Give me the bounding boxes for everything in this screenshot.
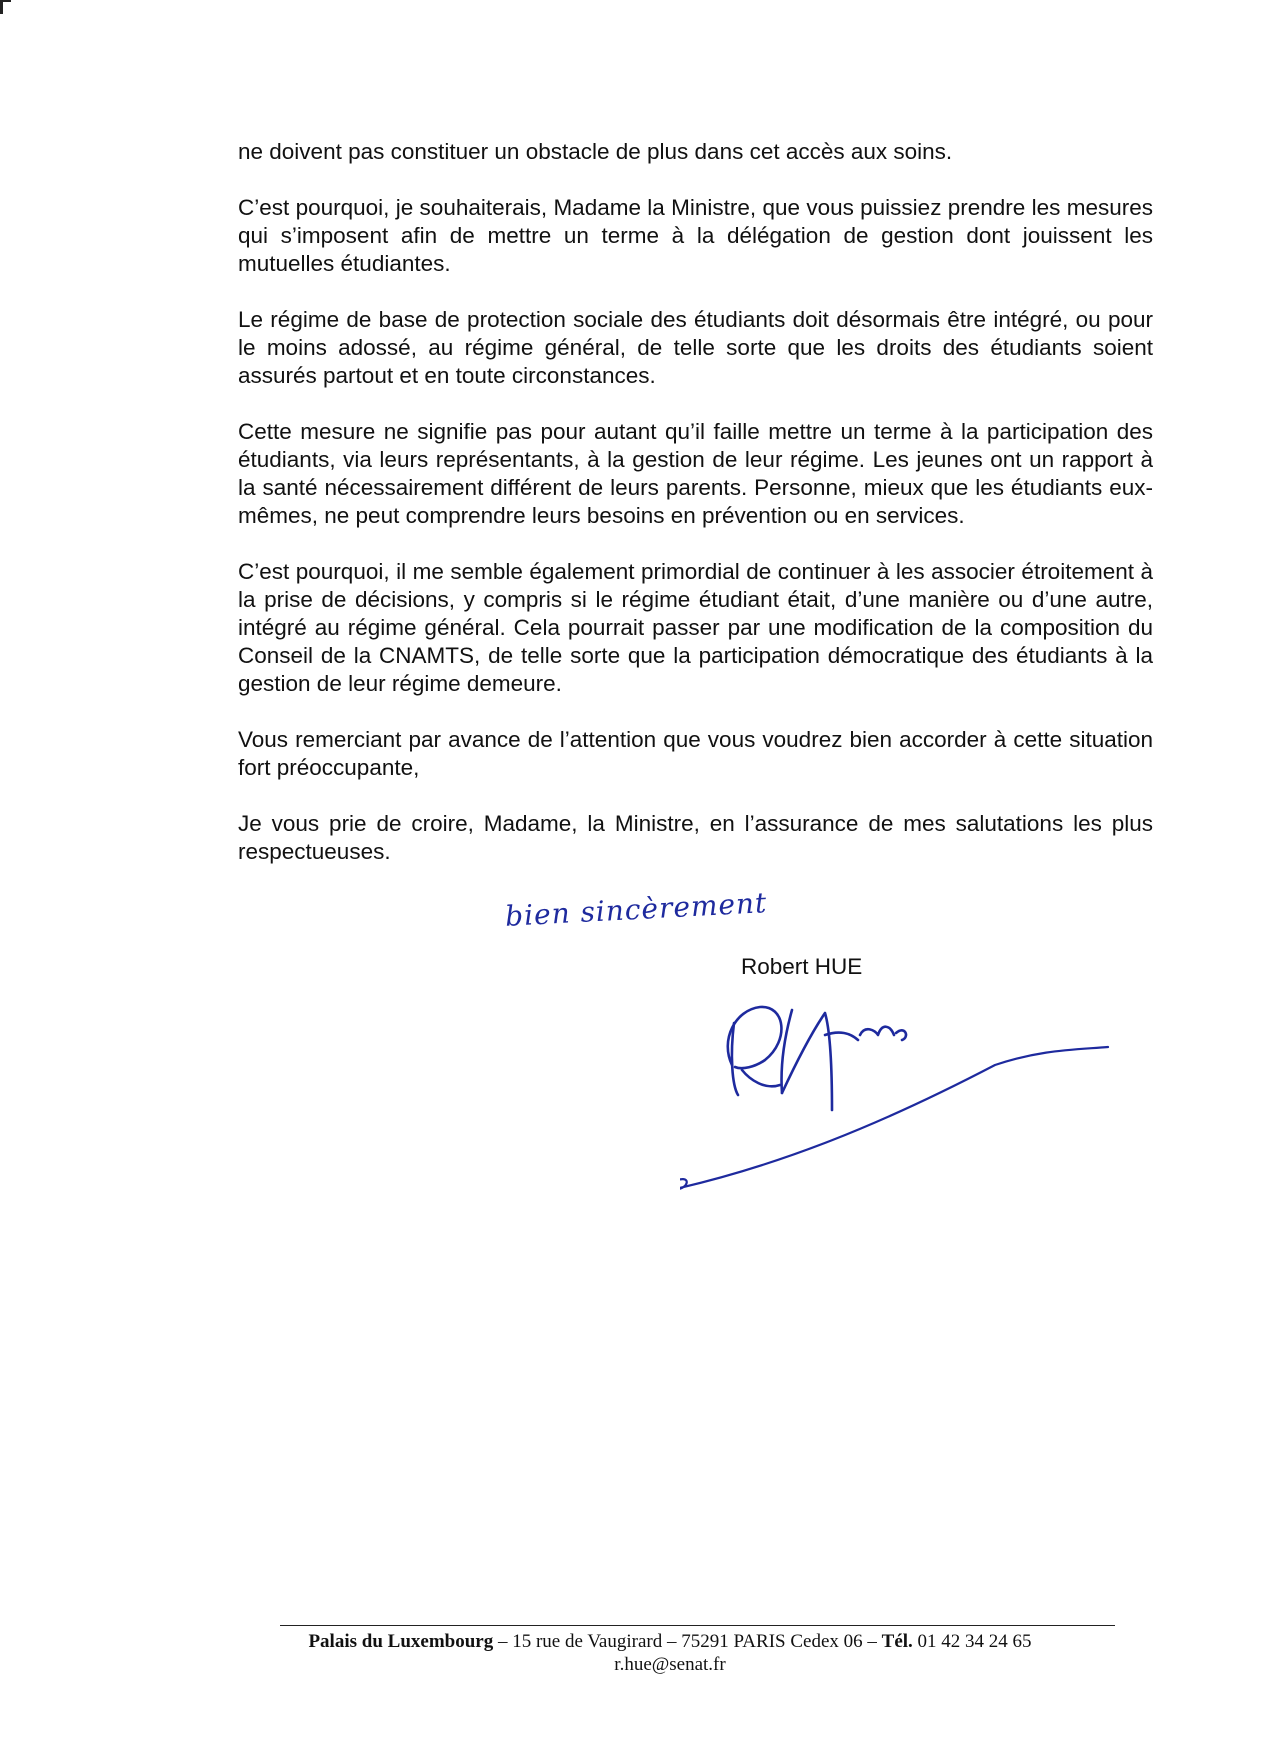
footer-divider xyxy=(280,1625,1115,1626)
letter-body xyxy=(238,138,1153,894)
paragraph-2: C’est pourquoi, je souhaiterais, Madame la Ministre, que vous puissiez prendre les mesures qui s’imposent afin de mettre un terme à la délégation de gestion dont jouissent les mutuelles étudiantes. xyxy=(238,195,1153,276)
paragraph-5: C’est pourquoi, il me semble également primordial de continuer à les associer étroitement à la prise de décisions, y compris si le régime étudiant était, d’une manière ou d’une autre, intégré au régime général. Cela pourrait passer par une modification de la composition du Conseil de la CNAMTS, de telle sorte que la participation démocratique des étudiants à la gestion de leur régime demeure. xyxy=(238,559,1153,696)
footer-tel-label: Tél. xyxy=(881,1631,913,1652)
handwritten-signature xyxy=(680,995,1120,1205)
scan-corner-mark xyxy=(0,0,11,14)
footer-tel-number: 01 42 34 24 65 xyxy=(912,1631,1032,1652)
signatory-name: Robert HUE xyxy=(741,954,863,979)
footer-address-line xyxy=(240,1630,1100,1653)
paragraph-4: Cette mesure ne signifie pas pour autant qu’il faille mettre un terme à la participation des étudiants, via leurs représentants, à la gestion de leur régime. Les jeunes ont un rapport à la santé nécessairement différent de leurs parents. Personne, mieux que les étudiants eux-mêmes, ne peut comprendre leurs besoins en prévention ou en services. xyxy=(238,419,1153,528)
handwritten-closing: bien sincèrement xyxy=(504,886,769,933)
paragraph-3: Le régime de base de protection sociale des étudiants doit désormais être intégré, ou pour le moins adossé, au régime général, de telle sorte que les droits des étudiants soient assurés partout et en toute circonstances. xyxy=(238,307,1153,388)
footer-address: – 15 rue de Vaugirard – 75291 PARIS Cedex 06 – xyxy=(493,1631,882,1652)
paragraph-7: Je vous prie de croire, Madame, la Ministre, en l’assurance de mes salutations les plus respectueuses. xyxy=(238,811,1153,864)
footer-email: r.hue@senat.fr xyxy=(614,1654,726,1675)
footer-place: Palais du Luxembourg xyxy=(308,1631,494,1652)
letterhead-footer xyxy=(240,1630,1100,1676)
paragraph-6: Vous remerciant par avance de l’attention que vous voudrez bien accorder à cette situation fort préoccupante, xyxy=(238,727,1153,780)
paragraph-1: ne doivent pas constituer un obstacle de plus dans cet accès aux soins. xyxy=(238,139,953,164)
